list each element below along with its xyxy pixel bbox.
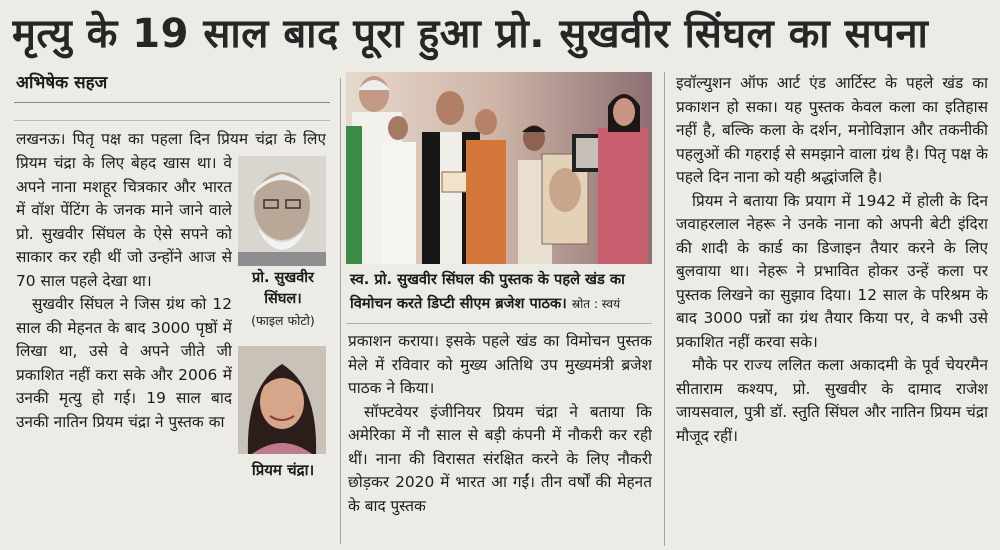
photo-credit: स्रोत : स्वयं [571, 297, 621, 311]
column-1-paragraph-1-cont: प्रियम चंद्रा के लिए बेहद खास था। वे अपने नाना मशहूर चित्रकार और भारत में वॉश पेंटिंग के जनक माने जाने वाले प्रो. सुखवीर सिंघल के ऐसे सपने को साकार कर रही थीं जो उन्होंने आज से 70 साल पहले देखा था। [16, 154, 232, 290]
column-1-body [16, 152, 232, 546]
byline: अभिषेक सहज [16, 73, 108, 93]
book-launch-caption-text: स्व. प्रो. सुखवीर सिंघल की पुस्तक के पहले खंड का विमोचन करते डिप्टी सीएम ब्रजेश पाठक। [350, 271, 625, 312]
portrait-1-note: (फाइल फोटो) [251, 313, 315, 328]
column-1-lead [16, 128, 326, 152]
byline-rule-2 [14, 120, 330, 121]
portrait-1-name: प्रो. सुखवीर सिंघल। [252, 270, 314, 307]
portrait-sukhvir-singhal-image [238, 156, 326, 266]
column-2-paragraph-2: सॉफ्टवेयर इंजीनियर प्रियम चंद्रा ने बताया कि अमेरिका में नौ साल से बड़ी कंपनी में नौकरी कर रही थीं। नाना की विरासत संरक्षित करने के लिए नौकरी छोड़कर 2020 में भारत आ गईं। तीन वर्षों की मेहनत के बाद पुस्तक [348, 402, 652, 515]
column-divider-2 [664, 72, 665, 546]
portrait-sukhvir-singhal [238, 156, 326, 266]
column-1-paragraph-2: सुखवीर सिंघल ने जिस ग्रंथ को 12 साल की मेहनत के बाद 3000 पृष्ठों में लिखा था, उसे वे अपने जीते जी प्रकाशित नहीं करा सके और 2006 में उनकी मृत्यु हो गई। 19 साल बाद उनकी नातिन प्रियम चंद्रा ने पुस्तक का [16, 295, 232, 431]
portrait-priyam-chandra-image [238, 346, 326, 454]
column-divider-1 [340, 78, 341, 544]
column-1-flow [16, 152, 232, 434]
column-2-body [348, 330, 652, 546]
column-1-paragraph-1: लखनऊ। पितृ पक्ष का पहला दिन प्रियम चंद्रा के लिए [16, 130, 326, 148]
column-2-paragraph-1: प्रकाशन कराया। इसके पहले खंड का विमोचन पुस्तक मेले में रविवार को मुख्य अतिथि उप मुख्यमंत्री ब्रजेश पाठक ने किया। [348, 332, 652, 397]
portrait-1-caption [236, 268, 330, 331]
column-3-paragraph-3: मौके पर राज्य ललित कला अकादमी के पूर्व चेयरमैन सीताराम कश्यप, प्रो. सुखवीर के दामाद राजेश जायसवाल, पुत्री डॉ. स्तुति सिंघल और नातिन प्रियम चंद्रा मौजूद रहीं। [676, 356, 988, 445]
book-launch-photo [346, 72, 652, 264]
book-launch-photo-image [346, 72, 652, 264]
book-launch-caption [350, 268, 650, 316]
portrait-priyam-chandra [238, 346, 326, 454]
column-3-body [676, 72, 988, 546]
byline-rule [14, 102, 330, 103]
column-3-paragraph-1: इवॉल्युशन ऑफ आर्ट एंड आर्टिस्ट के पहले खंड का प्रकाशन हो सका। यह पुस्तक केवल कला का इतिहास नहीं है, बल्कि कला के दर्शन, मनोविज्ञान और तकनीकी पहलुओं की गहराई से समझाने वाला ग्रंथ है। पितृ पक्ष के पहले दिन नाना को यही श्रद्धांजलि है। [676, 74, 988, 186]
portrait-2-name: प्रियम चंद्रा। [251, 461, 315, 479]
caption-rule [346, 323, 652, 324]
column-3-paragraph-2: प्रियम ने बताया कि प्रयाग में 1942 में होली के दिन जवाहरलाल नेहरू ने उनके नाना को अपनी बेटी इंदिरा की शादी के कार्ड का डिजाइन तैयार करने के लिए बुलवाया था। नेहरू ने प्रभावित होकर उन्हें कला पर पुस्तक लिखने का सुझाव दिया। 12 साल के परिश्रम के बाद 3000 पन्नों का ग्रंथ तैयार किया पर, वे कभी उसे प्रकाशित नहीं करवा सके। [676, 191, 988, 351]
portrait-2-caption [236, 460, 330, 481]
headline: मृत्यु के 19 साल बाद पूरा हुआ प्रो. सुखवीर सिंघल का सपना [12, 11, 929, 57]
